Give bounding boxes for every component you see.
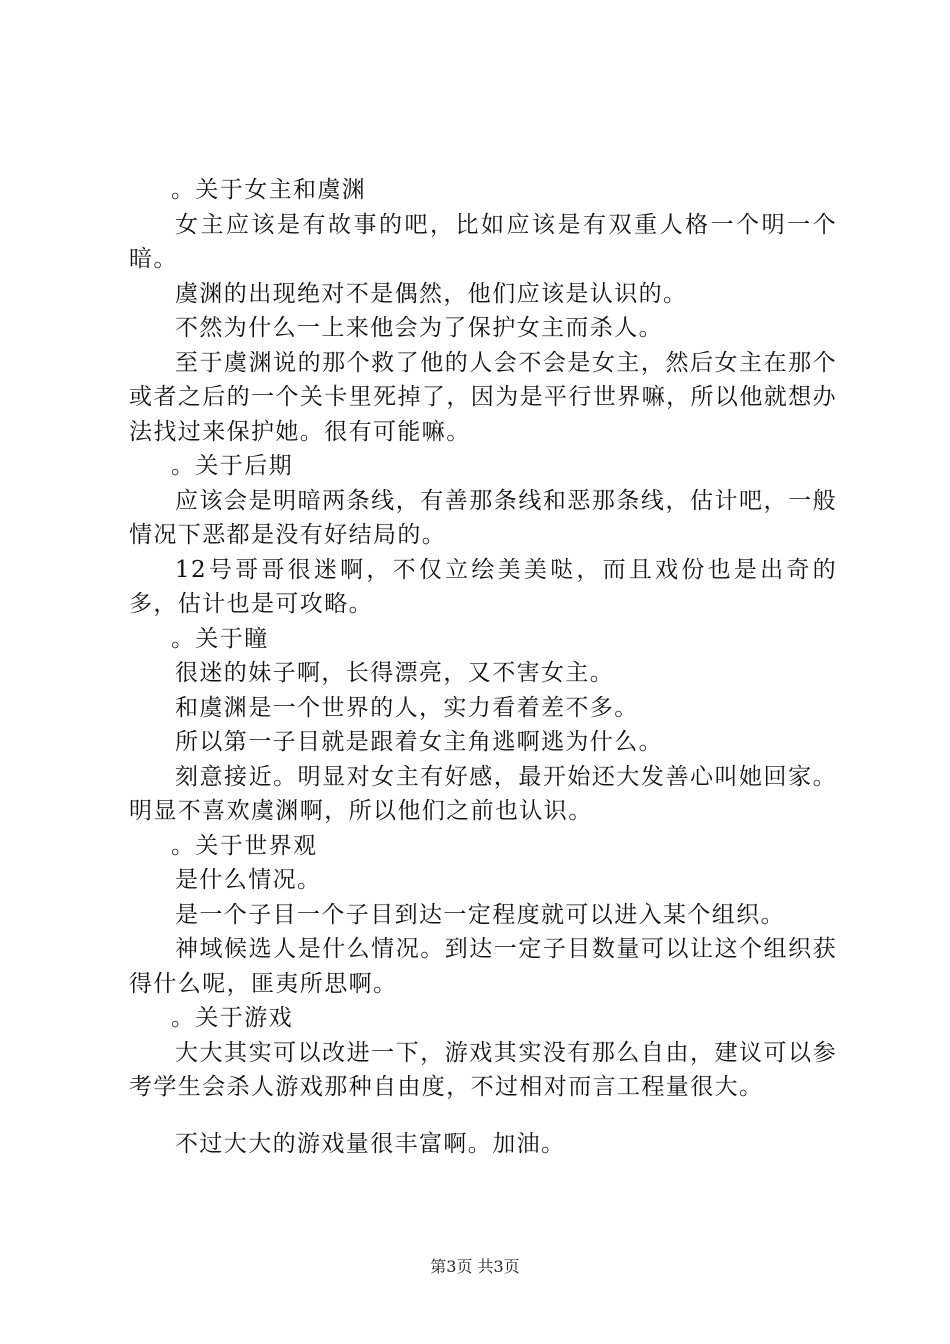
paragraph-5: 。关于后期	[171, 453, 293, 479]
paragraph-18: 大大其实可以改进一下，游戏其实没有那么自由，建议可以参考学生会杀人游戏那种自由度，不过相对而言工程量很大。	[129, 1039, 837, 1100]
paragraph-3: 不然为什么一上来他会为了保护女主而杀人。	[175, 315, 663, 341]
document-body	[129, 173, 837, 1161]
paragraph-7: 12号哥哥很迷啊，不仅立绘美美哒，而且戏份也是出奇的多，估计也是可攻略。	[129, 556, 837, 617]
paragraph-9: 很迷的妹子啊，长得漂亮，又不害女主。	[175, 660, 615, 686]
paragraph-0: 。关于女主和虞渊	[171, 177, 367, 203]
paragraph-1: 女主应该是有故事的吧，比如应该是有双重人格一个明一个暗。	[129, 211, 837, 272]
paragraph-8: 。关于瞳	[171, 625, 269, 652]
paragraph-10: 和虞渊是一个世界的人，实力看着差不多。	[175, 694, 639, 721]
page-footer	[0, 1254, 950, 1277]
paragraph-16: 神域候选人是什么情况。到达一定子目数量可以让这个组织获得什么呢，匪夷所思啊。	[129, 936, 837, 997]
paragraph-2: 虞渊的出现绝对不是偶然，他们应该是认识的。	[175, 280, 688, 307]
paragraph-15: 是一个子目一个子目到达一定程度就可以进入某个组织。	[175, 901, 785, 928]
paragraph-19: 不过大大的游戏量很丰富啊。加油。	[175, 1130, 566, 1157]
paragraph-17: 。关于游戏	[171, 1005, 293, 1031]
paragraph-6: 应该会是明暗两条线，有善那条线和恶那条线，估计吧，一般情况下恶都是没有好结局的。	[129, 487, 837, 548]
page-number-label: 第3页 共3页	[430, 1257, 520, 1276]
paragraph-14: 是什么情况。	[175, 867, 322, 893]
paragraph-12: 刻意接近。明显对女主有好感，最开始还大发善心叫她回家。明显不喜欢虞渊啊，所以他们之前也认识。	[129, 763, 837, 824]
paragraph-13: 。关于世界观	[171, 832, 318, 859]
paragraph-4: 至于虞渊说的那个救了他的人会不会是女主，然后女主在那个或者之后的一个关卡里死掉了，因为是平行世界嘛，所以他就想办法找过来保护她。很有可能嘛。	[129, 349, 837, 445]
paragraph-11: 所以第一子目就是跟着女主角逃啊逃为什么。	[175, 729, 663, 755]
